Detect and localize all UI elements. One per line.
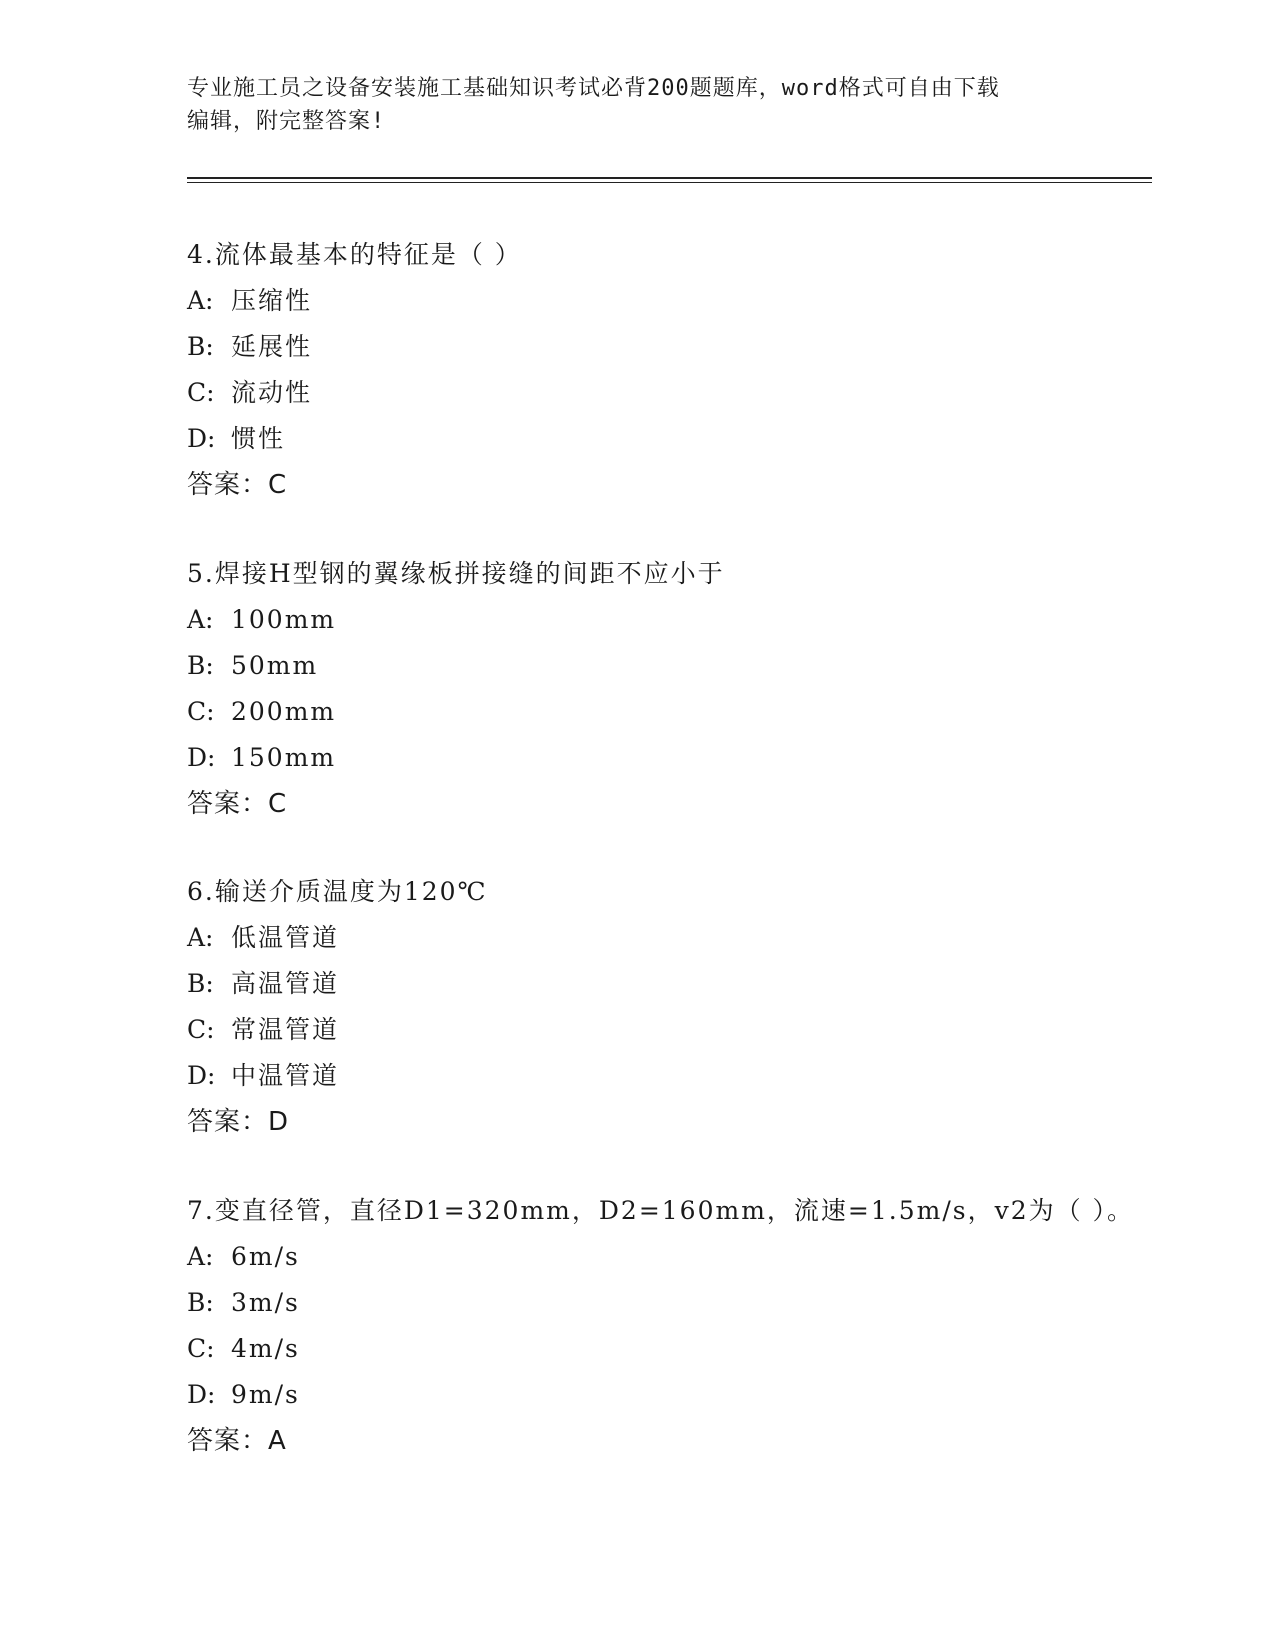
option-text: 6m/s (231, 1242, 300, 1271)
option-a (187, 597, 1167, 643)
option-c (187, 1007, 1167, 1053)
option-text: 200mm (231, 697, 337, 726)
option-text: 150mm (231, 743, 337, 772)
option-text: 4m/s (231, 1334, 300, 1363)
option-label: B: (187, 969, 214, 998)
question-block (187, 232, 1167, 508)
option-text: 高温管道 (231, 969, 340, 998)
question-text: 7.变直径管，直径D1=320mm，D2=160mm，流速=1.5m/s，v2为（ ）。 (187, 1196, 1135, 1225)
answer-line: 答案：C (187, 789, 288, 819)
option-text: 低温管道 (231, 923, 340, 952)
option-label: C: (187, 697, 215, 726)
option-text: 压缩性 (231, 286, 313, 315)
question-block (187, 1188, 1167, 1464)
option-d (187, 735, 1167, 781)
option-text: 常温管道 (231, 1015, 340, 1044)
question-text: 4.流体最基本的特征是（ ） (187, 240, 522, 269)
question-block (187, 551, 1167, 827)
option-text: 流动性 (231, 378, 313, 407)
question-text: 6.输送介质温度为120℃ (187, 877, 488, 906)
option-label: A: (187, 923, 214, 952)
option-a (187, 278, 1167, 324)
option-label: C: (187, 1015, 215, 1044)
option-label: A: (187, 1242, 214, 1271)
option-label: D: (187, 743, 216, 772)
option-label: C: (187, 1334, 215, 1363)
option-label: A: (187, 286, 214, 315)
option-label: A: (187, 605, 214, 634)
option-text: 50mm (231, 651, 319, 680)
option-label: B: (187, 332, 214, 361)
option-c (187, 370, 1167, 416)
option-text: 3m/s (231, 1288, 300, 1317)
option-b (187, 643, 1167, 689)
option-b (187, 961, 1167, 1007)
option-d (187, 416, 1167, 462)
option-label: D: (187, 1061, 216, 1090)
option-a (187, 1234, 1167, 1280)
option-text: 100mm (231, 605, 337, 634)
option-text: 中温管道 (231, 1061, 340, 1090)
header-rule-thin (187, 182, 1152, 183)
option-b (187, 1280, 1167, 1326)
document-header (187, 72, 1087, 138)
option-text: 9m/s (231, 1380, 300, 1409)
header-line-2: 编辑，附完整答案! (187, 109, 386, 134)
option-c (187, 689, 1167, 735)
option-label: D: (187, 1380, 216, 1409)
option-label: C: (187, 378, 215, 407)
option-label: B: (187, 1288, 214, 1317)
option-d (187, 1372, 1167, 1418)
option-label: D: (187, 424, 216, 453)
option-label: B: (187, 651, 214, 680)
option-d (187, 1053, 1167, 1099)
answer-line: 答案：A (187, 1426, 287, 1456)
header-line-1: 专业施工员之设备安装施工基础知识考试必背200题题库，word格式可自由下载 (187, 76, 1000, 101)
header-rule-thick (187, 177, 1152, 179)
answer-line: 答案：C (187, 470, 288, 500)
option-c (187, 1326, 1167, 1372)
question-block (187, 869, 1167, 1145)
option-b (187, 324, 1167, 370)
option-text: 延展性 (231, 332, 313, 361)
option-a (187, 915, 1167, 961)
option-text: 惯性 (231, 424, 286, 453)
question-text: 5.焊接H型钢的翼缘板拼接缝的间距不应小于 (187, 559, 725, 588)
answer-line: 答案：D (187, 1107, 290, 1137)
